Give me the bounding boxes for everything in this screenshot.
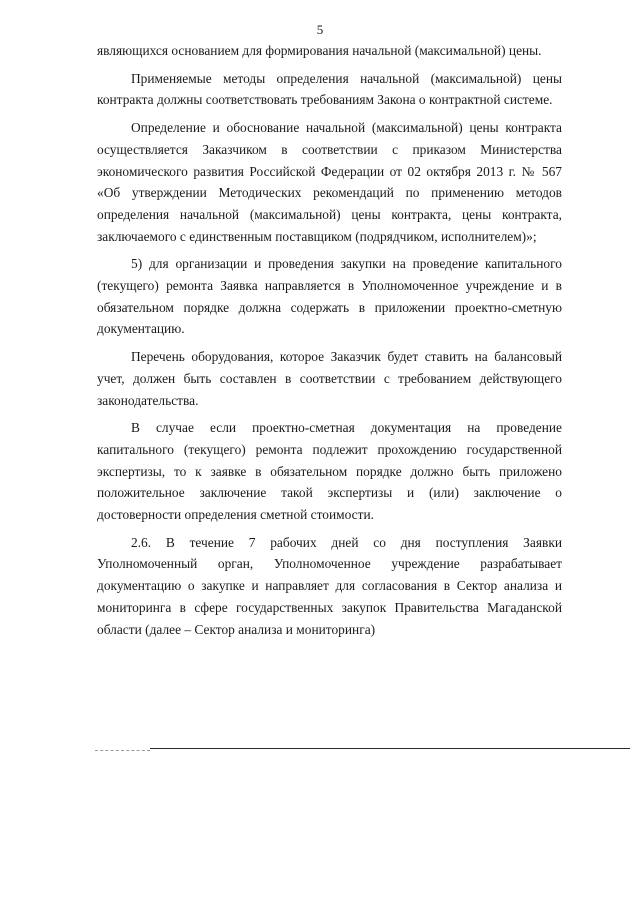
footer-rule bbox=[150, 748, 630, 749]
paragraph-pricing-methods: Применяемые методы определения начальной (максимальной) цены контракта должны соответствовать требованиям Закона о контрактной системе. bbox=[97, 70, 562, 108]
paragraph-equipment-list: Перечень оборудования, которое Заказчик будет ставить на балансовый учет, должен быть составлен в соответствии с требованием действующего законодательства. bbox=[97, 349, 562, 408]
paragraph-price-justification: Определение и обоснование начальной (максимальной) цены контракта осуществляется Заказчиком в соответствии с приказом Министерства экономического развития Российской Федерации от 02 октября 2013 г. № 567 «Об утверждении Методических рекомендаций по применению методов определения начальной (максимальной) цены контракта, цены контракта, заключаемого с единственным поставщиком (подрядчиком, исполнителем)»; bbox=[97, 120, 562, 244]
paragraph-section-2-6: 2.6. В течение 7 рабочих дней со дня поступления Заявки Уполномоченный орган, Уполномоченное учреждение разрабатывает документацию о закупке и направляет для согласования в Сектор анализа и мониторинга в сфере государственных закупок Правительства Магаданской области (далее – Сектор анализа и мониторинга) bbox=[97, 534, 562, 637]
footer-rule-faint bbox=[95, 750, 150, 751]
paragraph-continuation: являющихся основанием для формирования начальной (максимальной) цены. bbox=[97, 43, 542, 58]
page-number: 5 bbox=[316, 22, 324, 37]
paragraph-state-expertise: В случае если проектно-сметная документация на проведение капитального (текущего) ремонта подлежит прохождению государственной экспертизы, то к заявке в обязательном порядке должно быть приложено положительное заключение такой экспертизы и (или) заключение о достоверности определения сметной стоимости. bbox=[97, 420, 562, 523]
document-body bbox=[97, 40, 562, 646]
paragraph-item-5-repair: 5) для организации и проведения закупки на проведение капитального (текущего) ремонта Заявка направляется в Уполномоченное учреждение и в обязательном порядке должна содержать в приложении проектно-сметную документацию. bbox=[97, 256, 562, 337]
